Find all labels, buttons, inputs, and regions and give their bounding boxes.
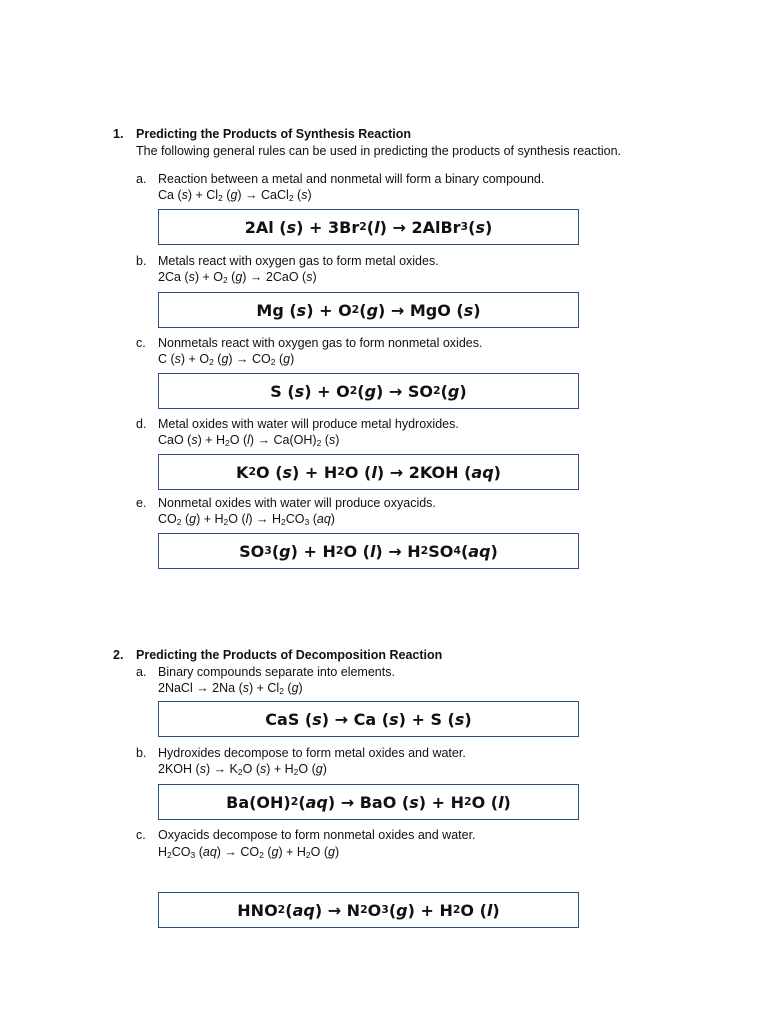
example-equation: 2Ca $(s) + O_2$ (g) → 2CaO (s) [158,270,317,286]
section-2-title: Predicting the Products of Decomposition Reaction [136,648,443,662]
example-equation: $CO_2$ $(g) + H_2O$ $(l) \to H_2CO_3$ (aq) [158,512,335,528]
item-letter: a. [136,665,147,679]
item-letter: b. [136,254,147,268]
example-equation: $H_2CO_3$ $(aq) \to CO_2$ $(g) + H_2O$ (g) [158,845,340,861]
example-equation: 2NaCl → 2Na $(s) + Cl_2$ (g) [158,681,303,697]
section-2-number: 2. [113,648,124,662]
answer-box: Ba(OH) 2 ( aq ) → BaO ( s ) + H 2 O ( l ) [158,784,579,820]
example-equation: Ca $(s) + Cl_2$ (g) → CaCl$_2$ (s) [158,188,312,204]
answer-box: SO 3 ( g ) + H 2 O ( l ) → H 2 SO 4 ( aq ) [158,533,579,569]
example-equation: 2KOH $(s) \to K_2O$ $(s) + H_2O$ (g) [158,762,327,778]
section-1-intro: The following general rules can be used in predicting the products of synthesis reaction. [136,144,622,158]
example-equation: CaO $(s) + H_2O$ $(l) \to Ca(OH)_2$ (s) [158,433,340,449]
item-letter: c. [136,336,146,350]
rule-text: Oxyacids decompose to form nonmetal oxides and water. [158,828,476,842]
rule-text: Binary compounds separate into elements. [158,665,395,679]
item-letter: b. [136,746,147,760]
item-letter: d. [136,417,147,431]
answer-box: HNO 2 ( aq ) → N 2 O 3 ( g ) + H 2 O ( l ) [158,892,579,928]
example-equation: C $(s) + O_2$ $(g) \to CO_2$ (g) [158,352,295,368]
answer-box: CaS ( s ) → Ca ( s ) + S ( s ) [158,701,579,737]
answer-box: Mg ( s ) + O 2 ( g ) → MgO ( s ) [158,292,579,328]
rule-text: Hydroxides decompose to form metal oxides and water. [158,746,466,760]
rule-text: Reaction between a metal and nonmetal will form a binary compound. [158,172,545,186]
rule-text: Metal oxides with water will produce metal hydroxides. [158,417,459,431]
item-letter: e. [136,496,147,510]
rule-text: Metals react with oxygen gas to form metal oxides. [158,254,439,268]
section-1-number: 1. [113,127,124,141]
answer-box: S ( s ) + O 2 ( g ) → SO 2 ( g ) [158,373,579,409]
item-letter: a. [136,172,147,186]
rule-text: Nonmetal oxides with water will produce oxyacids. [158,496,436,510]
item-letter: c. [136,828,146,842]
rule-text: Nonmetals react with oxygen gas to form nonmetal oxides. [158,336,483,350]
answer-box: K 2 O ( s ) + H 2 O ( l ) → 2KOH ( aq ) [158,454,579,490]
section-1-title: Predicting the Products of Synthesis Reaction [136,127,412,141]
answer-box: 2Al ( s ) + 3Br 2 ( l ) → 2AlBr 3 ( s ) [158,209,579,245]
